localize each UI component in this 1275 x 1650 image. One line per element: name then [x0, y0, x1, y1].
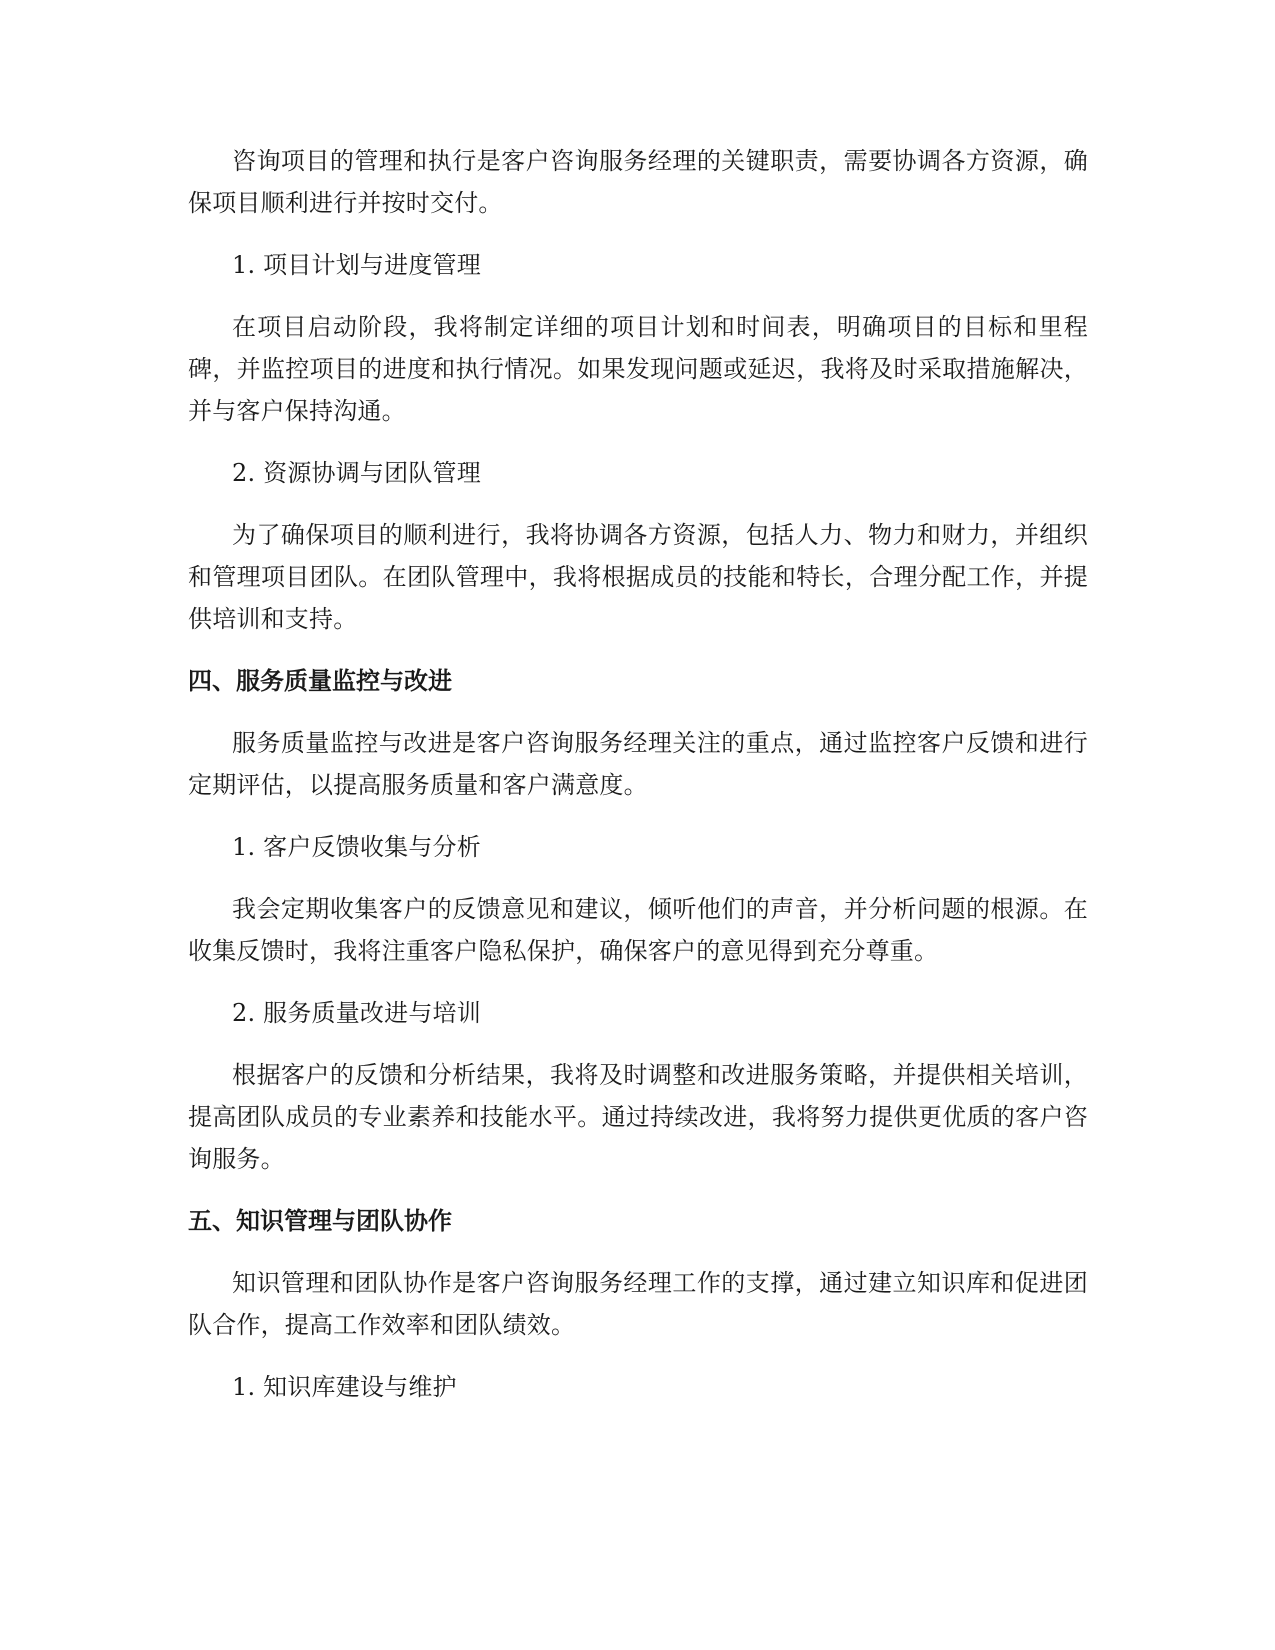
item-title: 1. 客户反馈收集与分析 — [232, 833, 481, 861]
item-title: 1. 知识库建设与维护 — [232, 1373, 457, 1401]
item-title: 2. 资源协调与团队管理 — [232, 459, 481, 487]
section-heading: 四、服务质量监控与改进 — [188, 667, 452, 695]
item-title: 2. 服务质量改进与培训 — [232, 999, 481, 1027]
intro-paragraph: 咨询项目的管理和执行是客户咨询服务经理的关键职责，需要协调各方资源，确保项目顺利进行并按时交付。 — [188, 147, 1088, 217]
section-intro: 知识管理和团队协作是客户咨询服务经理工作的支撑，通过建立知识库和促进团队合作，提高工作效率和团队绩效。 — [188, 1269, 1088, 1339]
document-page — [188, 140, 1088, 1428]
section-intro: 服务质量监控与改进是客户咨询服务经理关注的重点，通过监控客户反馈和进行定期评估，以提高服务质量和客户满意度。 — [188, 729, 1088, 799]
paragraph: 根据客户的反馈和分析结果，我将及时调整和改进服务策略，并提供相关培训，提高团队成员的专业素养和技能水平。通过持续改进，我将努力提供更优质的客户咨询服务。 — [188, 1061, 1088, 1173]
paragraph: 在项目启动阶段，我将制定详细的项目计划和时间表，明确项目的目标和里程碑，并监控项目的进度和执行情况。如果发现问题或延迟，我将及时采取措施解决，并与客户保持沟通。 — [188, 313, 1088, 425]
paragraph: 我会定期收集客户的反馈意见和建议，倾听他们的声音，并分析问题的根源。在收集反馈时，我将注重客户隐私保护，确保客户的意见得到充分尊重。 — [188, 895, 1088, 965]
paragraph: 为了确保项目的顺利进行，我将协调各方资源，包括人力、物力和财力，并组织和管理项目团队。在团队管理中，我将根据成员的技能和特长，合理分配工作，并提供培训和支持。 — [188, 521, 1088, 633]
item-title: 1. 项目计划与进度管理 — [232, 251, 481, 279]
section-heading: 五、知识管理与团队协作 — [188, 1207, 452, 1235]
